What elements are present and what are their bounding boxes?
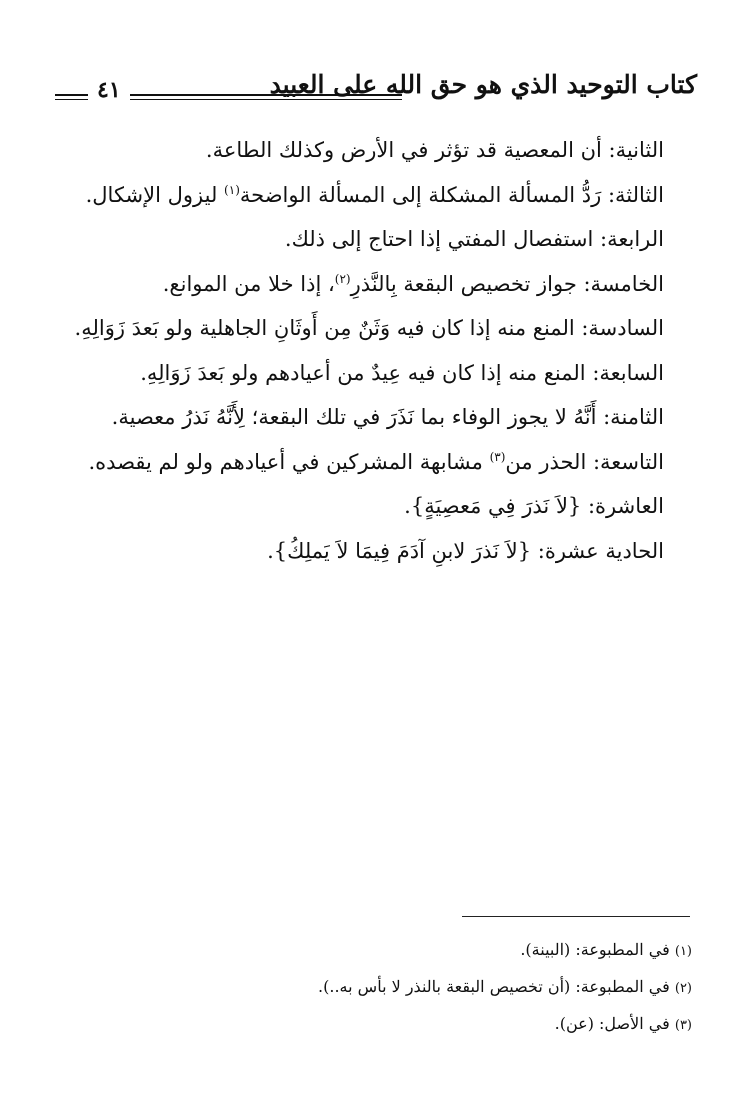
- text-line: الحادية عشرة: {لاَ نَذرَ لابنِ آدَمَ فِيمَا لاَ يَملِكُ}.: [267, 538, 664, 563]
- main-text: [74, 128, 664, 573]
- text-line: الرابعة: استفصال المفتي إذا احتاج إلى ذلك.: [284, 227, 664, 251]
- footnote-ref[interactable]: (٣): [489, 449, 506, 464]
- text-line: الثانية: أن المعصية قد تؤثر في الأرض وكذلك الطاعة.: [205, 138, 664, 162]
- running-header: [55, 70, 697, 110]
- footnote-separator: [462, 916, 690, 917]
- text-line: السادسة: المنع منه إذا كان فيه وَثَنٌ مِن أَوثَانِ الجاهلية ولو بَعدَ زَوَالِهِ.: [74, 316, 664, 340]
- header-rule-left: [55, 94, 88, 103]
- text-line: الثالثة: رَدُّ المسألة المشكلة إلى المسألة الواضحة$^{(١)}$ ليزول الإشكال.: [85, 182, 664, 207]
- footnote-item: (٢) في المطبوعة: (أن تخصيص البقعة بالنذر لا بأس به..).: [318, 977, 692, 996]
- book-title: كتاب التوحيد الذي هو حق الله على العبيد: [269, 70, 697, 99]
- footnote-item: (١) في المطبوعة: (البينة).: [520, 940, 692, 959]
- text-line: التاسعة: الحذر من$^{(٣)}$ مشابهة المشركين في أعيادهم ولو لم يقصده.: [88, 449, 664, 474]
- footnote-number: (١): [674, 944, 692, 959]
- footnote-item: (٣) في الأصل: (عن).: [554, 1014, 692, 1033]
- page-number: ٤١: [97, 77, 121, 103]
- footnote-number: (٢): [674, 981, 692, 996]
- text-line: العاشرة: {لاَ نَذرَ فِي مَعصِيَةٍ}.: [404, 494, 664, 518]
- text-line: الثامنة: أَنَّهُ لا يجوز الوفاء بما نَذَرَ في تلك البقعة؛ لِأَنَّهُ نَذرُ معصية.: [111, 405, 664, 429]
- text-line: الخامسة: جواز تخصيص البقعة بِالنَّذرِ$^{(٢)}$، إذا خلا من الموانع.: [162, 271, 664, 296]
- footnote-ref[interactable]: (١): [224, 182, 240, 197]
- text-line: السابعة: المنع منه إذا كان فيه عِيدٌ من أعيادهم ولو بَعدَ زَوَالِهِ.: [140, 360, 664, 385]
- footnote-number: (٣): [674, 1018, 692, 1033]
- footnote-ref[interactable]: (٢): [334, 271, 351, 286]
- footnotes: [272, 932, 692, 1043]
